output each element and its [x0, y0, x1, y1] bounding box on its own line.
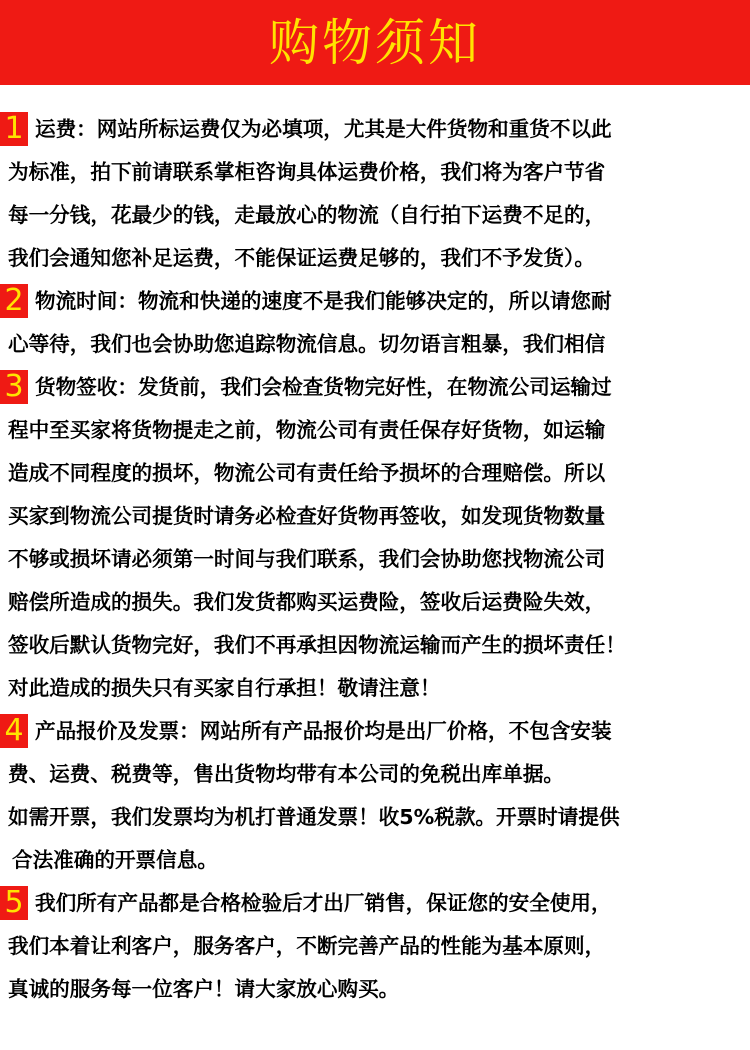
notice-text: 赔偿所造成的损失。我们发货都购买运费险，签收后运费险失效，	[8, 590, 606, 614]
notice-text: 对此造成的损失只有买家自行承担！敬请注意！	[8, 676, 441, 700]
section-number-badge: 2	[0, 284, 28, 318]
page-title: 购物须知	[269, 13, 481, 72]
notice-section-4	[0, 710, 750, 882]
notice-line	[0, 624, 750, 667]
notice-text: 我们会通知您补足运费，不能保证运费足够的，我们不予发货）。	[8, 246, 595, 270]
notice-line	[0, 882, 750, 925]
notice-section-1	[0, 108, 750, 280]
section-number-badge: 5	[0, 886, 28, 920]
notice-text: 合法准确的开票信息。	[12, 848, 218, 872]
notice-content	[0, 108, 750, 1011]
notice-text: 产品报价及发票：网站所有产品报价均是出厂价格，不包含安装	[35, 719, 612, 743]
notice-line	[0, 194, 750, 237]
notice-line	[0, 409, 750, 452]
notice-text: 签收后默认货物完好，我们不再承担因物流运输而产生的损坏责任！	[8, 633, 626, 657]
title-banner	[0, 0, 750, 85]
notice-line	[0, 710, 750, 753]
notice-section-5	[0, 882, 750, 1011]
notice-line	[0, 452, 750, 495]
notice-text: 心等待，我们也会协助您追踪物流信息。切勿语言粗暴，我们相信	[8, 332, 606, 356]
notice-text: 为标准，拍下前请联系掌柜咨询具体运费价格，我们将为客户节省	[8, 160, 606, 184]
notice-text: 程中至买家将货物提走之前，物流公司有责任保存好货物，如运输	[8, 418, 606, 442]
section-number-badge: 1	[0, 112, 28, 146]
notice-section-3	[0, 366, 750, 710]
notice-line	[0, 151, 750, 194]
notice-line	[0, 108, 750, 151]
notice-text: 运费：网站所标运费仅为必填项，尤其是大件货物和重货不以此	[35, 117, 612, 141]
notice-text: 买家到物流公司提货时请务必检查好货物再签收，如发现货物数量	[8, 504, 606, 528]
section-number-badge: 3	[0, 370, 28, 404]
notice-line	[0, 753, 750, 796]
notice-text: 我们所有产品都是合格检验后才出厂销售，保证您的安全使用，	[35, 891, 612, 915]
notice-line	[0, 237, 750, 280]
notice-text: 如需开票，我们发票均为机打普通发票！收5%税款。开票时请提供	[8, 805, 620, 829]
notice-line	[0, 538, 750, 581]
notice-line	[0, 839, 750, 882]
notice-text: 不够或损坏请必须第一时间与我们联系，我们会协助您找物流公司	[8, 547, 606, 571]
notice-line	[0, 925, 750, 968]
notice-text: 每一分钱，花最少的钱，走最放心的物流（自行拍下运费不足的，	[8, 203, 606, 227]
notice-text: 真诚的服务每一位客户！请大家放心购买。	[8, 977, 400, 1001]
notice-line	[0, 280, 750, 323]
notice-line	[0, 495, 750, 538]
notice-line	[0, 323, 750, 366]
notice-line	[0, 667, 750, 710]
section-number-badge: 4	[0, 714, 28, 748]
notice-line	[0, 796, 750, 839]
notice-line	[0, 366, 750, 409]
notice-text: 造成不同程度的损坏，物流公司有责任给予损坏的合理赔偿。所以	[8, 461, 606, 485]
notice-line	[0, 968, 750, 1011]
notice-text: 物流时间：物流和快递的速度不是我们能够决定的，所以请您耐	[35, 289, 612, 313]
notice-text: 货物签收：发货前，我们会检查货物完好性，在物流公司运输过	[35, 375, 612, 399]
notice-section-2	[0, 280, 750, 366]
notice-text: 我们本着让利客户，服务客户，不断完善产品的性能为基本原则，	[8, 934, 606, 958]
notice-line	[0, 581, 750, 624]
notice-text: 费、运费、税费等，售出货物均带有本公司的免税出库单据。	[8, 762, 565, 786]
